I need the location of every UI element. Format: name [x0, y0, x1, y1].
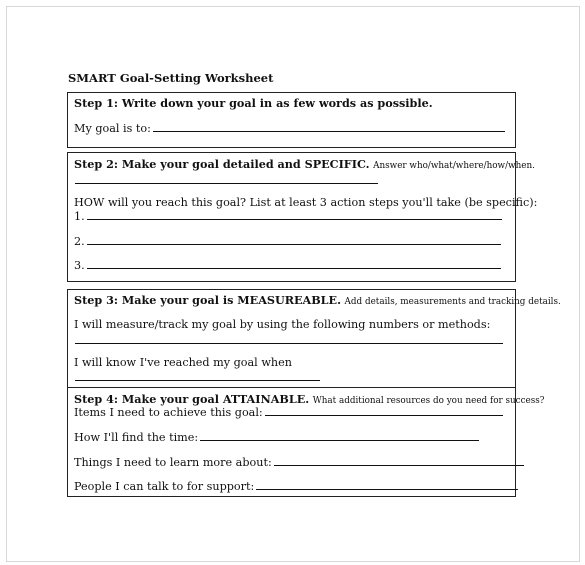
step2-item-number: 3. [74, 259, 85, 272]
step3-header [74, 293, 561, 309]
step2-header [74, 157, 535, 173]
step2-item-number: 1. [74, 210, 85, 223]
step2-item-number: 2. [74, 235, 85, 248]
step2-step-2-blank[interactable] [87, 234, 501, 245]
step4-items-blank[interactable] [265, 405, 503, 416]
step2-step-3[interactable] [74, 258, 501, 273]
step4-learn-blank[interactable] [274, 455, 524, 466]
step2-question: HOW will you reach this goal? List at least 3 action steps you'll take (be specific): [74, 196, 538, 209]
step2-heading: Step 2: Make your goal detailed and SPECIFIC. [74, 157, 370, 171]
step1-goal-blank[interactable] [153, 121, 505, 132]
step2-step-2[interactable] [74, 234, 501, 249]
step1-heading: Step 1: Write down your goal in as few words as possible. [74, 96, 433, 110]
step4-heading: Step 4: Make your goal ATTAINABLE. [74, 392, 310, 406]
step2-step-1-blank[interactable] [87, 209, 502, 220]
step4-learn-field[interactable] [74, 455, 524, 470]
step4-learn-label: Things I need to learn more about: [74, 456, 272, 469]
step4-time-label: How I'll find the time: [74, 431, 199, 444]
step2-step-3-blank[interactable] [87, 258, 501, 269]
step3-reached-prompt: I will know I've reached my goal when [74, 356, 292, 369]
step4-time-field[interactable] [74, 430, 479, 445]
step3-reached-blank[interactable] [75, 380, 320, 381]
step1-goal-label: My goal is to: [74, 122, 151, 135]
step1-goal-field[interactable] [74, 121, 505, 136]
step4-support-blank[interactable] [256, 479, 518, 490]
step4-support-label: People I can talk to for support: [74, 480, 255, 493]
step2-step-1[interactable] [74, 209, 502, 224]
worksheet-title: SMART Goal-Setting Worksheet [68, 71, 274, 85]
step3-heading: Step 3: Make your goal is MEASUREABLE. [74, 293, 341, 307]
step4-items-label: Items I need to achieve this goal: [74, 406, 263, 419]
step3-measure-blank[interactable] [75, 343, 503, 344]
step2-specific-blank[interactable] [75, 183, 378, 184]
step2-note: Answer who/what/where/how/when. [373, 161, 535, 171]
step4-support-field[interactable] [74, 479, 518, 494]
step3-measure-prompt: I will measure/track my goal by using the following numbers or methods: [74, 318, 491, 331]
step4-note: What additional resources do you need for success? [312, 396, 545, 406]
step4-time-blank[interactable] [200, 430, 479, 441]
step4-items-field[interactable] [74, 405, 503, 420]
step3-note: Add details, measurements and tracking details. [344, 297, 561, 307]
